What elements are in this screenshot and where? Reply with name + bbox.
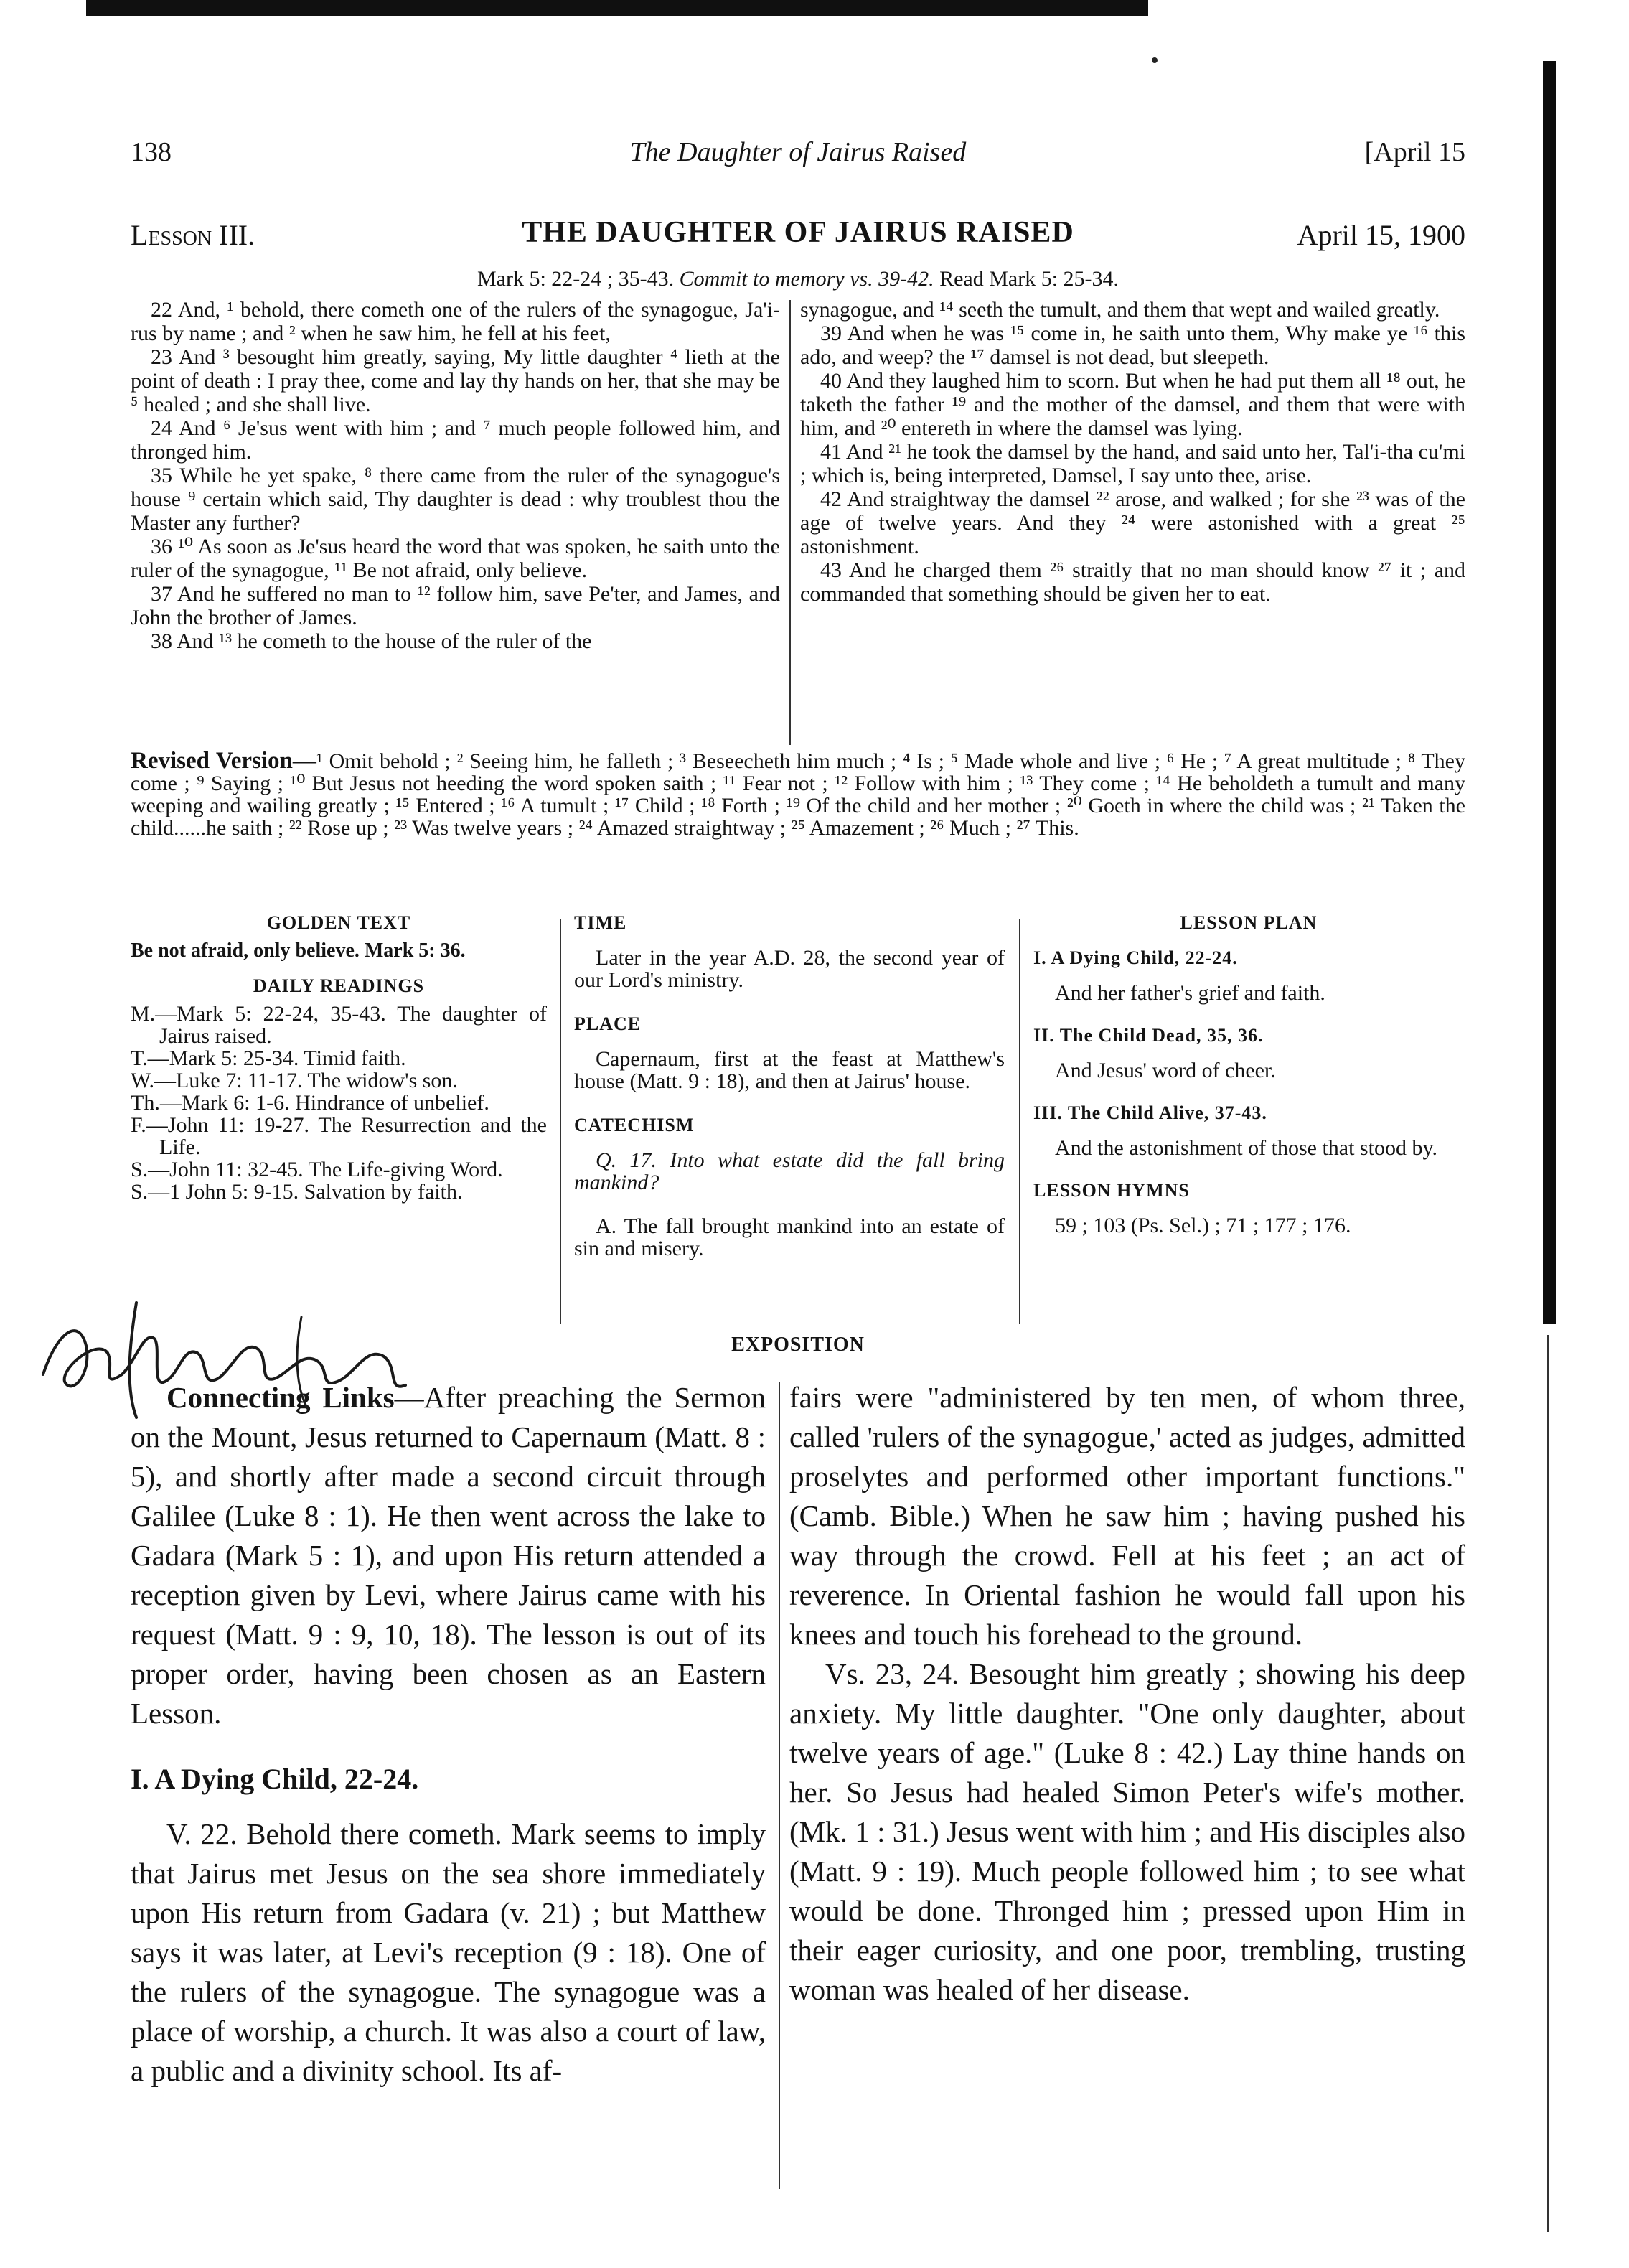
verse: 40 And they laughed him to scorn. But when he had put them all ¹⁸ out, he taketh the father ¹⁹ and the mother of the damsel, and them that were with him, and ²⁰ entereth in where the damsel was lying. [800,369,1465,440]
commit-ref: Commit to memory vs. 39-42. [679,267,934,291]
time-place-catechism-column [574,912,1005,1281]
exposition-left-column [131,1378,766,2091]
exposition-paragraph: fairs were "administered by ten men, of whom three, called 'rulers of the synagogue,' acted as judges, admitted proselytes and performed other important functions." (Camb. Bible.) When he saw him ; having pushed his way through the crowd. Fell at his feet ; an act of reverence. In Oriental fashion he would fall upon his knees and touch his forehead to the ground. [789,1381,1465,1651]
revised-version [131,750,1465,839]
golden-text-readings-column [131,912,547,1203]
golden-text: Be not afraid, only believe. Mark 5: 36. [131,939,466,962]
verse: 22 And, ¹ behold, there cometh one of the rulers of the synagogue, Ja'i-rus by name ; and ² when he saw him, he fell at his feet, [131,298,780,345]
daily-reading: M.—Mark 5: 22-24, 35-43. The daughter of Jairus raised. [131,1002,547,1048]
daily-reading: S.—1 John 5: 9-15. Salvation by faith. [131,1180,463,1204]
verse: 23 And ³ besought him greatly, saying, My little daughter ⁴ lieth at the point of death : I pray thee, come and lay thy hands on her, that she may be ⁵ healed ; and she shall live. [131,345,780,416]
exposition-heading: EXPOSITION [731,1334,865,1356]
verse: 36 ¹⁰ As soon as Je'sus heard the word that was spoken, he saith unto the ruler of the synagogue, ¹¹ Be not afraid, only believe. [131,535,780,582]
verse: 41 And ²¹ he took the damsel by the hand, and said unto her, Tal'i-tha cu'mi ; which is, being interpreted, Damsel, I say unto thee, arise. [800,440,1465,487]
daily-reading: F.—John 11: 19-27. The Resurrection and the Life. [131,1113,547,1159]
revised-version-label: Revised Version— [131,748,316,774]
daily-reading: T.—Mark 5: 25-34. Timid faith. [131,1046,406,1070]
column-divider [1019,919,1020,1324]
lesson-plan-heading: LESSON PLAN [1180,912,1318,933]
running-header [131,136,1465,179]
running-title: The Daughter of Jairus Raised [629,137,967,167]
lesson-hymns-heading: LESSON HYMNS [1033,1180,1190,1201]
scripture-reference [131,267,1465,291]
exposition-subheading: I. A Dying Child, 22-24. [131,1763,419,1795]
lesson-plan-item-text: And her father's grief and faith. [1055,981,1325,1005]
verse: 24 And ⁶ Je'sus went with him ; and ⁷ much people followed him, and thronged him. [131,416,780,464]
running-date: [April 15 [1364,137,1465,167]
exposition-paragraph: Vs. 23, 24. Besought him greatly ; showing his deep anxiety. My little daughter. "One only daughter, about twelve years of age." (Luke 8 : 42.) Lay thine hands on her. So Jesus had healed Simon Peter's wife's mother. (Mk. 1 : 31.) Jesus went with him ; and His disciples also (Matt. 9 : 19). Much people followed him ; to see what would be done. Thronged him ; pressed upon Him in their eager curiosity, and one poor, trembling, trusting woman was healed of her disease. [789,1657,1465,2006]
daily-reading: W.—Luke 7: 11-17. The widow's son. [131,1069,458,1092]
ink-speck [1152,57,1158,63]
lesson-plan-item-text: And the astonishment of those that stood by. [1055,1136,1437,1160]
daily-readings-heading: DAILY READINGS [253,975,425,996]
column-divider [779,1382,780,2189]
read-ref: Read Mark 5: 25-34. [939,267,1119,291]
scripture-right-column [800,298,1465,606]
right-margin-line [1547,1335,1549,2232]
connecting-links-text: —After preaching the Sermon on the Mount, Jesus returned to Capernaum (Matt. 8 : 5), and shortly after made a second circuit through Galilee (Luke 8 : 1). He then went across the lake to Gadara (Mark 5 : 1), and upon His return attended a reception given by Levi, where Jairus came with his request (Matt. 9 : 9, 10, 18). The lesson is out of its proper order, having been chosen as an Eastern Lesson. [131,1381,766,1730]
exposition-paragraph: V. 22. Behold there cometh. Mark seems to imply that Jairus met Jesus on the sea shore immediately upon His return from Gadara (v. 21) ; but Matthew says it was later, at Levi's reception (9 : 18). One of the rulers of the synagogue. The synagogue was a place of worship, a church. It was also a court of law, a public and a divinity school. Its af- [131,1817,766,2087]
catechism-question: Q. 17. Into what estate did the fall bring mankind? [574,1148,1005,1194]
verse: 42 And straightway the damsel ²² arose, and walked ; for she ²³ was of the age of twelve years. And they ²⁴ were astonished with a great ²⁵ astonishment. [800,487,1465,558]
time-text: Later in the year A.D. 28, the second year of our Lord's ministry. [574,946,1005,992]
lesson-plan-column [1033,912,1464,1257]
revised-version-text: ¹ Omit behold ; ² Seeing him, he falleth ; ³ Beseecheth him much ; ⁴ Is ; ⁵ Made whole and live ; ⁶ He ; ⁷ A great multitude ; ⁸ They come ; ⁹ Saying ; ¹⁰ But Jesus not heeding the word spoken saith ; ¹¹ Fear not ; ¹² Follow with him ; ¹³ They come ; ¹⁴ He beholdeth a tumult and many weeping and wailing greatly ; ¹⁵ Entered ; ¹⁶ A tumult ; ¹⁷ Child ; ¹⁸ Forth ; ¹⁹ Of the child and her mother ; ²⁰ Goeth in where the child was ; ²¹ Taken the child......he saith ; ²² Rose up ; ²³ Was twelve years ; ²⁴ Amazed straightway ; ²⁵ Amazement ; ²⁶ Much ; ²⁷ This. [131,749,1466,840]
connecting-links-lead: Connecting Links [166,1381,395,1414]
lesson-heading [131,215,1465,258]
passage-ref: Mark 5: 22-24 ; 35-43. [477,267,675,291]
lesson-plan-item-title: II. The Child Dead, 35, 36. [1033,1025,1264,1046]
lesson-number: Lesson III. [131,219,255,251]
verse: 37 And he suffered no man to ¹² follow him, save Pe'ter, and James, and John the brother of James. [131,582,780,629]
catechism-answer: A. The fall brought mankind into an estate of sin and misery. [574,1214,1005,1260]
exposition-right-column [789,1378,1465,2010]
daily-reading: S.—John 11: 32-45. The Life-giving Word. [131,1158,503,1181]
top-edge-bar [86,0,1148,16]
column-divider [560,919,561,1324]
lesson-plan-item-text: And Jesus' word of cheer. [1055,1059,1276,1082]
right-margin-bar [1543,61,1556,1324]
golden-text-heading: GOLDEN TEXT [266,912,411,933]
lesson-date: April 15, 1900 [1297,219,1465,251]
verse: 38 And ¹³ he cometh to the house of the ruler of the [151,629,592,653]
lesson-plan-item-title: III. The Child Alive, 37-43. [1033,1102,1267,1123]
exposition-paragraph [131,1378,766,1733]
lesson-plan-item-title: I. A Dying Child, 22-24. [1033,947,1238,968]
handwritten-signature [29,1288,431,1425]
column-divider [789,300,791,745]
verse: synagogue, and ¹⁴ seeth the tumult, and them that wept and wailed greatly. [800,298,1440,322]
scripture-left-column [131,298,780,653]
lesson-hymns-text: 59 ; 103 (Ps. Sel.) ; 71 ; 177 ; 176. [1055,1214,1351,1237]
time-heading: TIME [574,912,627,933]
page-number: 138 [131,137,172,167]
daily-reading: Th.—Mark 6: 1-6. Hindrance of unbelief. [131,1091,489,1115]
lesson-title: THE DAUGHTER OF JAIRUS RAISED [522,216,1074,249]
catechism-heading: CATECHISM [574,1115,695,1135]
verse: 39 And when he was ¹⁵ come in, he saith unto them, Why make ye ¹⁶ this ado, and weep? the ¹⁷ damsel is not dead, but sleepeth. [800,322,1465,369]
verse: 43 And he charged them ²⁶ straitly that no man should know ²⁷ it ; and commanded that something should be given her to eat. [800,558,1465,606]
place-heading: PLACE [574,1013,642,1034]
verse: 35 While he yet spake, ⁸ there came from the ruler of the synagogue's house ⁹ certain which said, Thy daughter is dead : why troublest thou the Master any further? [131,464,780,535]
place-text: Capernaum, first at the feast at Matthew's house (Matt. 9 : 18), and then at Jairus' house. [574,1047,1005,1093]
